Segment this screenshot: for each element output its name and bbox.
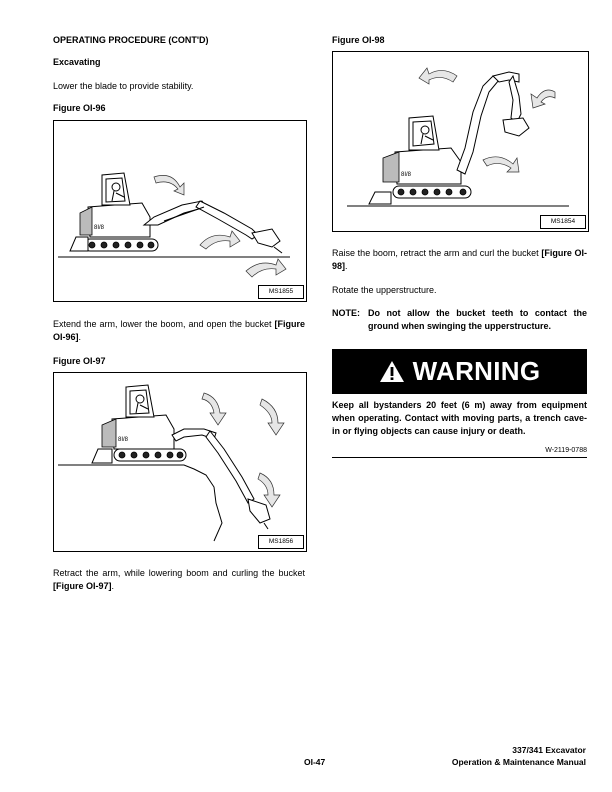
warning-triangle-icon	[379, 360, 405, 383]
caption-text: Raise the boom, retract the arm and curl the bucket	[332, 248, 542, 258]
figure-ref-oi-96: [Figure OI-96]	[53, 319, 305, 342]
warning-title: WARNING	[412, 356, 541, 386]
svg-text:8I/8: 8I/8	[94, 225, 105, 231]
warning-code: W-2119-0788	[545, 447, 587, 454]
subheading-excavating: Excavating	[53, 57, 101, 67]
caption-end: .	[78, 332, 82, 342]
excavator-illustration	[54, 373, 306, 551]
caption-text: Retract the arm, while lowering boom and curling the bucket	[53, 568, 305, 578]
note-block	[332, 307, 587, 333]
footer-model: 337/341 Excavator	[512, 745, 586, 755]
footer-manual: Operation & Maintenance Manual	[451, 757, 586, 767]
warning-text: Keep all bystanders 20 feet (6 m) away from equipment when operating. Contact with moving parts, a trench cave-in or flying objects can cause injury or death.	[332, 400, 587, 436]
caption-oi-97	[53, 567, 305, 593]
intro-text: Lower the blade to provide stability.	[53, 81, 194, 91]
caption-text: Extend the arm, lower the boom, and open the bucket	[53, 319, 275, 329]
figure-code-ms1855: MS1855	[258, 285, 304, 299]
excavator-illustration	[54, 121, 306, 301]
excavator-illustration	[333, 52, 588, 231]
note-text: Do not allow the bucket teeth to contact the ground when swinging the upperstructure.	[368, 308, 587, 331]
page-number: OI-47	[304, 757, 326, 767]
caption-oi-96	[53, 318, 305, 344]
caption-oi-98	[332, 247, 587, 273]
figure-oi-97-title: Figure OI-97	[53, 356, 106, 366]
figure-ref-oi-98: [Figure OI-98]	[332, 248, 587, 271]
warning-banner	[332, 349, 587, 394]
warning-divider	[332, 457, 587, 458]
section-heading: OPERATING PROCEDURE (CONT'D)	[53, 35, 209, 45]
figure-oi-96	[53, 120, 307, 302]
note-label: NOTE:	[332, 308, 360, 318]
svg-text:8I/8: 8I/8	[118, 437, 129, 443]
figure-ref-oi-97: [Figure OI-97]	[53, 581, 112, 591]
figure-code-ms1856: MS1856	[258, 535, 304, 549]
figure-oi-97	[53, 372, 307, 552]
figure-oi-98	[332, 51, 589, 232]
figure-oi-96-title: Figure OI-96	[53, 103, 106, 113]
caption-end: .	[345, 261, 348, 271]
figure-code-ms1854: MS1854	[540, 215, 586, 229]
svg-text:8I/8: 8I/8	[401, 172, 412, 178]
figure-oi-98-title: Figure OI-98	[332, 35, 385, 45]
caption-end: .	[111, 581, 115, 591]
rotate-text: Rotate the upperstructure.	[332, 285, 437, 295]
